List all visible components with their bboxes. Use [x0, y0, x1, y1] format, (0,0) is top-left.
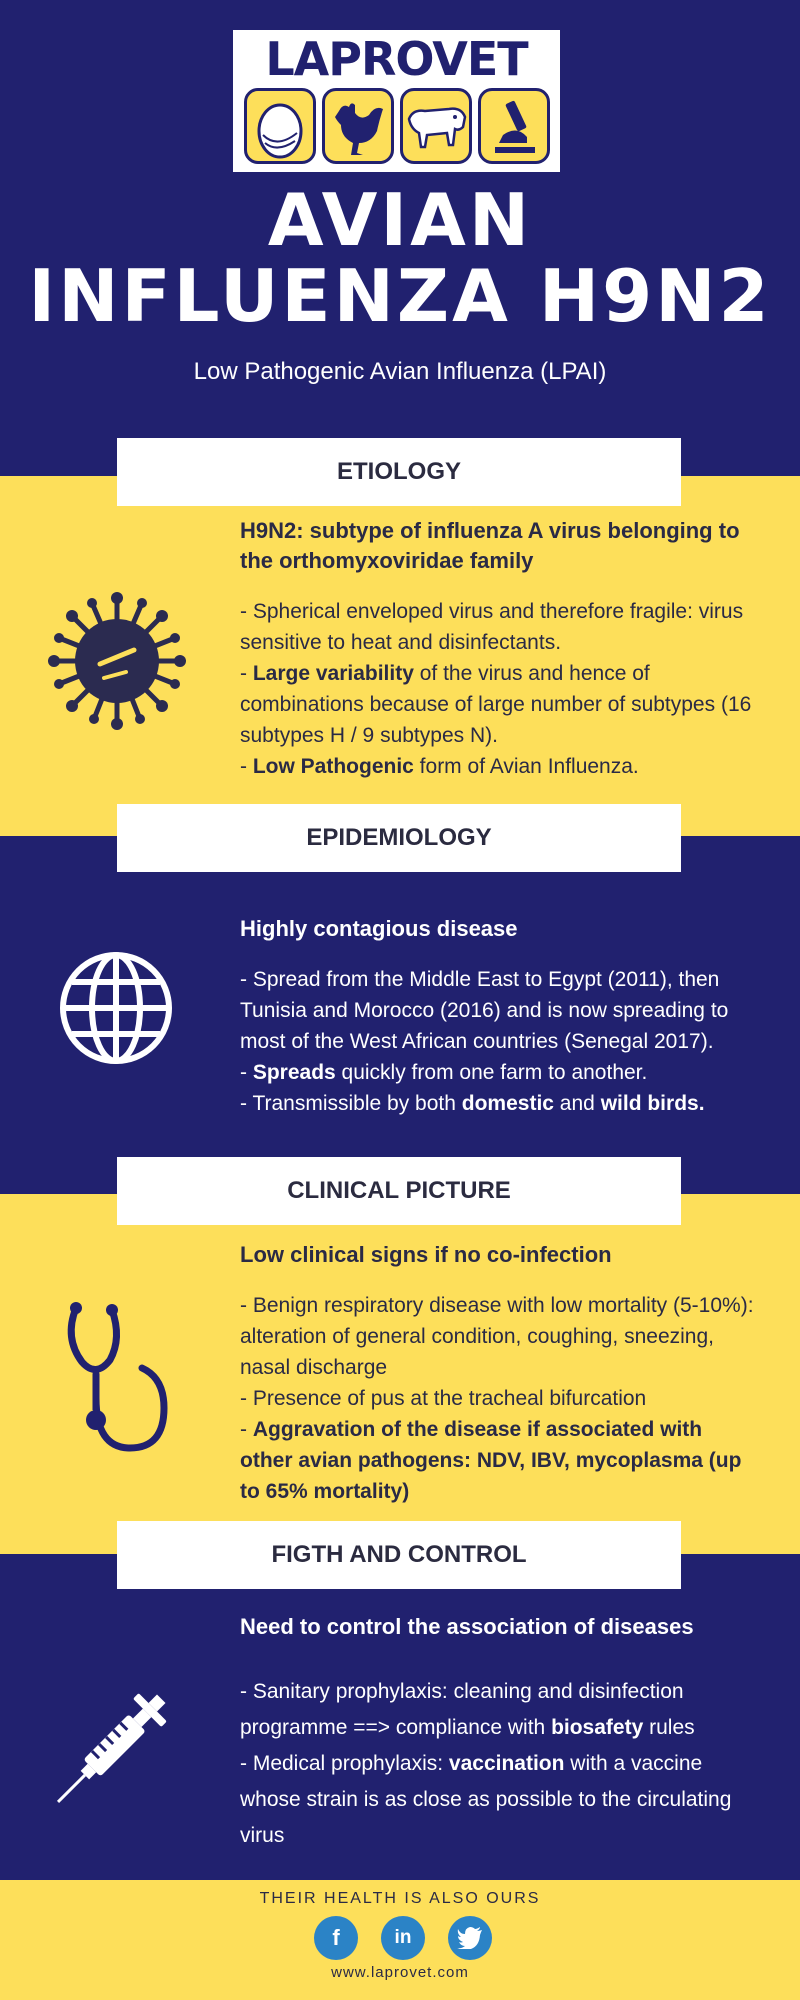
clinical-line-2: - Presence of pus at the tracheal bifurcation — [240, 1387, 647, 1410]
etiology-title: ETIOLOGY — [117, 438, 681, 506]
etiology-heading: H9N2: subtype of influenza A virus belonging to the orthomyxoviridae family — [240, 518, 740, 573]
epidemiology-line-2: - Spreads quickly from one farm to another. — [240, 1061, 648, 1084]
page-title-line2: INFLUENZA H9N2 — [28, 254, 772, 338]
footer-url[interactable]: www.laprovet.com — [331, 1964, 469, 1981]
cow-icon — [400, 88, 472, 164]
control-line-1: - Sanitary prophylaxis: cleaning and disinfection programme ==> compliance with biosafety rules — [240, 1680, 695, 1739]
linkedin-icon[interactable]: in — [381, 1916, 425, 1960]
page-title-line1: AVIAN — [267, 178, 533, 262]
microscope-icon — [478, 88, 550, 164]
stethoscope-icon — [60, 1298, 170, 1473]
clinical-heading: Low clinical signs if no co-infection — [240, 1242, 612, 1267]
epidemiology-heading: Highly contagious disease — [240, 916, 518, 941]
page-subtitle: Low Pathogenic Avian Influenza (LPAI) — [193, 358, 607, 385]
etiology-line-1: - Spherical enveloped virus and therefore fragile: virus sensitive to heat and disinfectants. — [240, 600, 744, 654]
syringe-icon — [48, 1680, 184, 1813]
clinical-line-3: - Aggravation of the disease if associated with other avian pathogens: NDV, IBV, mycoplasma (up to 65% mortality) — [240, 1418, 742, 1503]
epidemiology-line-3: - Transmissible by both domestic and wild birds. — [240, 1092, 705, 1115]
rooster-icon — [322, 88, 394, 164]
globe-icon — [58, 950, 174, 1071]
control-title: FIGTH AND CONTROL — [117, 1521, 681, 1589]
epidemiology-line-1: - Spread from the Middle East to Egypt (2011), then Tunisia and Morocco (2016) and is now spreading to most of the West African countries (Senegal 2017). — [240, 968, 729, 1053]
epidemiology-title: EPIDEMIOLOGY — [117, 804, 681, 872]
virus-icon — [42, 586, 192, 741]
facebook-icon[interactable]: f — [314, 1916, 358, 1960]
twitter-icon[interactable] — [448, 1916, 492, 1960]
footer-tagline: THEIR HEALTH IS ALSO OURS — [259, 1890, 541, 1907]
control-content — [240, 1612, 760, 1854]
laprovet-logo — [233, 30, 560, 172]
epidemiology-content — [240, 914, 760, 1119]
control-heading: Need to control the association of diseases — [240, 1614, 694, 1639]
control-line-2: - Medical prophylaxis: vaccination with a vaccine whose strain is as close as possible to the circulating virus — [240, 1752, 732, 1847]
egg-icon — [244, 88, 316, 164]
etiology-line-2: - Large variability of the virus and hence of combinations because of large number of subtypes (16 subtypes H / 9 subtypes N). — [240, 662, 752, 747]
clinical-content — [240, 1240, 760, 1507]
etiology-line-3: - Low Pathogenic form of Avian Influenza. — [240, 755, 639, 778]
clinical-title: CLINICAL PICTURE — [117, 1157, 681, 1225]
etiology-content — [240, 516, 760, 782]
logo-text: LAPROVET — [265, 32, 528, 86]
clinical-line-1: - Benign respiratory disease with low mortality (5-10%): alteration of general condition, coughing, sneezing, nasal discharge — [240, 1294, 754, 1379]
